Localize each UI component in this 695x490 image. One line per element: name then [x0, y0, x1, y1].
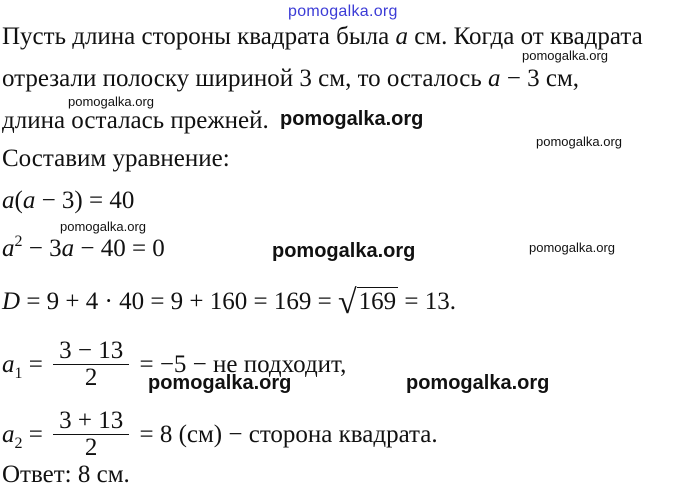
text-line-4: Составим уравнение: — [2, 145, 230, 172]
watermark: pomogalka.org — [536, 134, 622, 149]
equation-1: a(a − 3) = 40 — [2, 187, 135, 214]
fraction-a2: $\frac{3 + 13}{2}$ — [53, 408, 129, 461]
text-line-1: Пусть длина стороны квадрата была a см. Когда от квадрата — [2, 23, 643, 50]
text-line-2: отрезали полоску шириной 3 см, то осталось a − 3 см, — [2, 65, 580, 92]
root-a1: $a_1$ = $\frac{3 - 13}{2}$ = −5 − не подходит, — [2, 337, 347, 391]
watermark: pomogalka.org — [529, 240, 615, 255]
watermark: pomogalka.org — [272, 240, 416, 262]
watermark: pomogalka.org — [280, 108, 424, 130]
answer-line: Ответ: 8 см. — [2, 461, 130, 488]
square-root: √169 — [337, 284, 397, 321]
fraction-a1: $\frac{3 - 13}{2}$ — [53, 338, 129, 391]
text-line-3: длина осталась прежней. — [2, 107, 269, 134]
root-a2: $a_2$ = $\frac{3 + 13}{2}$ = 8 (см) − сторона квадрата. — [2, 407, 438, 461]
watermark: pomogalka.org — [68, 94, 154, 109]
watermark: pomogalka.org — [406, 372, 550, 394]
watermark-top: pomogalka.org — [288, 3, 398, 20]
watermark: pomogalka.org — [522, 48, 608, 63]
watermark: pomogalka.org — [60, 219, 146, 234]
equation-discriminant: D = 9 + 4 · 40 = 9 + 160 = 169 = √169 = 13. — [2, 284, 457, 321]
equation-2: $a^2 - 3a - 40 = 0$ — [2, 233, 165, 262]
watermark: pomogalka.org — [148, 372, 292, 394]
